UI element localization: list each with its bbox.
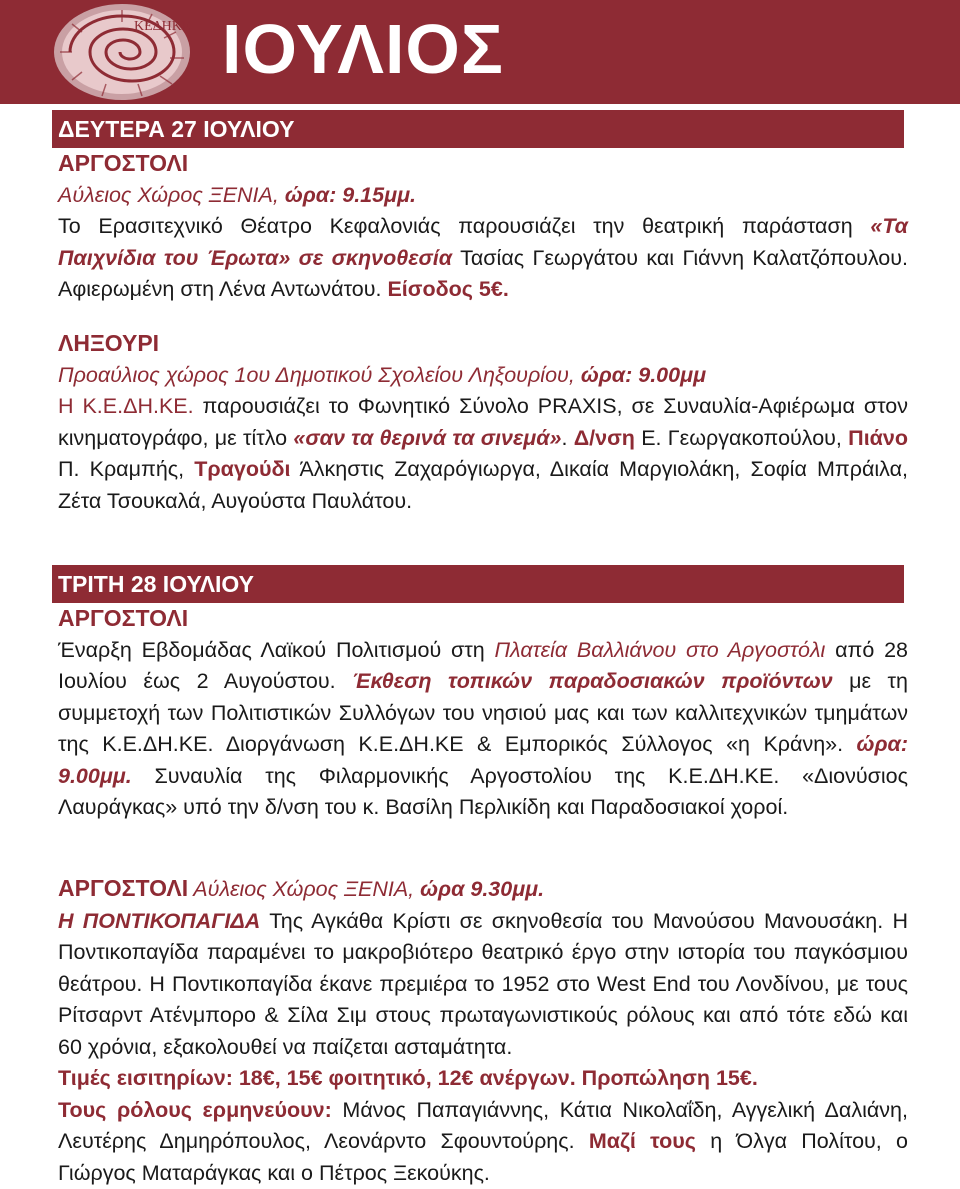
event-description: Έναρξη Εβδομάδας Λαϊκού Πολιτισμού στη: [58, 637, 495, 662]
event-location: ΑΡΓΟΣΤΟΛΙ: [58, 875, 189, 901]
event-location: ΑΡΓΟΣΤΟΛΙ: [58, 150, 189, 176]
song-value: Άλκηστις Ζαχαρόγιωργα, Δικαία Μαργιολάκη, Σοφία Μπράιλα, Ζέτα Τσουκαλά, Αυγούστα Παυλάτου.: [58, 457, 908, 513]
event-location: ΑΡΓΟΣΤΟΛΙ: [58, 605, 189, 631]
logo-text: ΚΕΔΗΚΕ: [134, 19, 191, 34]
event-block: [58, 148, 908, 306]
event-time: ώρα 9.30μμ.: [420, 877, 545, 901]
exhibit-title: Έκθεση τοπικών παραδοσιακών προϊόντων: [352, 669, 833, 693]
song-label: Τραγούδι: [194, 457, 291, 481]
event-time: ώρα: 9.00μμ: [580, 362, 707, 387]
piano-label: Πιάνο: [848, 425, 908, 450]
event-block: [58, 873, 908, 1189]
event-location: ΛΗΞΟΥΡΙ: [58, 330, 160, 356]
separator-text: .: [561, 425, 574, 450]
day-title: ΔΕΥΤΕΡΑ 27 ΙΟΥΛΙΟΥ: [58, 116, 295, 142]
cast-label: Τους ρόλους ερμηνεύουν:: [58, 1097, 332, 1122]
ticket-prices: Τιμές εισιτηρίων: 18€, 15€ φοιτητικό, 12€ ανέργων. Προπώληση 15€.: [58, 1066, 758, 1090]
page-title: ΙΟΥΛΙΟΣ: [222, 10, 504, 88]
direction-label: Δ/νση: [573, 425, 635, 450]
event-description-cont: Τασίας Γεωργάτου και Γιάννη Καλατζόπουλου. Αφιερωμένη στη Λένα Αντωνάτου.: [58, 245, 908, 301]
event-block: [58, 603, 908, 824]
event-title: «Τα Παιχνίδια του Έρωτα» σε σκηνοθεσία: [58, 214, 908, 270]
with-label: Μαζί τους: [588, 1129, 696, 1153]
event-place: Πλατεία Βαλλιάνου στο Αργοστόλι: [494, 637, 826, 662]
event-venue: Αύλειος Χώρος ΞΕΝΙΑ,: [188, 877, 421, 901]
event-time: ώρα: 9.00μμ.: [58, 732, 908, 788]
nautilus-shell-logo-icon: [52, 2, 202, 104]
event-venue: Αύλειος Χώρος ΞΕΝΙΑ,: [58, 182, 285, 207]
event-description: Της Αγκάθα Κρίστι σε σκηνοθεσία του Μανούσου Μανουσάκη. Η Ποντικοπαγίδα παραμένει το μακροβιότερο θεατρικό έργο στην ιστορία του παγκόσμιου θεάτρου. Η Ποντικοπαγίδα έκανε πρεμιέρα το 1952 στο West End του Λονδίνου, με τους Ρίτσαρντ Ατένμπορο & Σίλα Σιμ στους πρωταγωνιστικούς ρόλους και από τότε εδώ και 60 χρόνια, εξακολουθεί να παίζεται ασταμάτητα.: [58, 908, 908, 1059]
with-value: η Όλγα Πολίτου, ο Γιώργος Ματαράγκας και ο Πέτρος Ξεκούκης.: [58, 1129, 908, 1185]
direction-value: Ε. Γεωργακοπούλου,: [634, 425, 849, 450]
event-description-cont: Συναυλία της Φιλαρμονικής Αργοστολίου της Κ.Ε.ΔΗ.ΚΕ. «Διονύσιος Λαυράγκας» υπό την δ/νση του κ. Βασίλη Περλικίδη και Παραδοσιακοί χοροί.: [58, 763, 908, 819]
play-title: Η ΠΟΝΤΙΚΟΠΑΓΙΔΑ: [58, 908, 261, 933]
event-description-cont: από 28 Ιουλίου έως 2 Αυγούστου.: [58, 637, 908, 693]
day-title: ΤΡΙΤΗ 28 ΙΟΥΛΙΟΥ: [58, 571, 255, 597]
event-description: Το Ερασιτεχνικό Θέατρο Κεφαλονιάς παρουσιάζει την θεατρική παράσταση: [58, 214, 871, 238]
event-description-cont: με τη συμμετοχή των Πολιτιστικών Συλλόγων του νησιού μας και των καλλιτεχνικών τμημάτων της Κ.Ε.ΔΗ.ΚΕ. Διοργάνωση Κ.Ε.ΔΗ.ΚΕ & Εμπορικός Σύλλογος «η Κράνη».: [58, 669, 908, 756]
event-title: «σαν τα θερινά τα σινεμά»: [293, 425, 562, 450]
event-entry: Είσοδος 5€.: [387, 277, 509, 301]
event-block: [58, 328, 908, 517]
event-organizer: Η Κ.Ε.ΔΗ.ΚΕ.: [58, 394, 194, 418]
piano-value: Π. Κραμπής,: [58, 457, 195, 481]
event-venue: Προαύλιος χώρος 1ου Δημοτικού Σχολείου Ληξουρίου,: [58, 362, 581, 387]
event-time: ώρα: 9.15μμ.: [284, 182, 417, 207]
event-description: παρουσιάζει το Φωνητικό Σύνολο PRAXIS, σε Συναυλία-Αφιέρωμα στον κινηματογράφο, με τίτλο: [58, 394, 908, 450]
cast-value: Μάνος Παπαγιάννης, Κάτια Νικολαΐδη, Αγγελική Δαλιάνη, Λευτέρης Δημηρόπουλος, Λεονάρντο Σφουντούρης.: [58, 1097, 908, 1153]
